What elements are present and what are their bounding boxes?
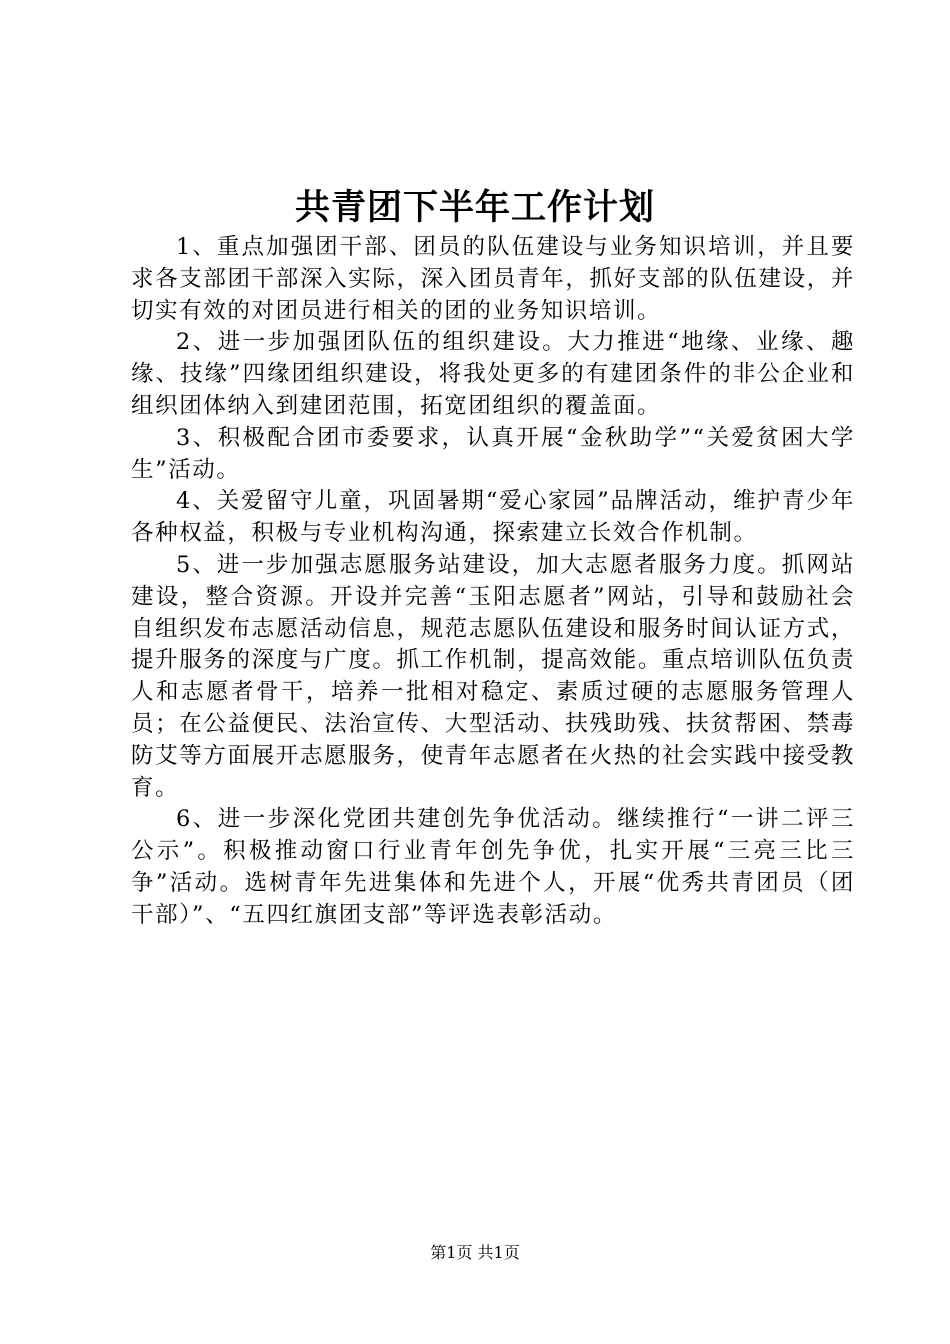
document-title: 共青团下半年工作计划 xyxy=(294,187,655,228)
page-footer: 第1页 共1页 xyxy=(430,1243,520,1262)
paragraph-2: 2、进一步加强团队伍的组织建设。大力推进“地缘、业缘、趣缘、技缘”四缘团组织建设，将我处更多的有建团条件的非公企业和组织团体纳入到建团范围，拓宽团组织的覆盖面。 xyxy=(131,329,855,419)
paragraph-5: 5、进一步加强志愿服务站建设，加大志愿者服务力度。抓网站建设，整合资源。开设并完善“玉阳志愿者”网站，引导和鼓励社会自组织发布志愿活动信息，规范志愿队伍建设和服务时间认证方式，提升服务的深度与广度。抓工作机制，提高效能。重点培训队伍负责人和志愿者骨干，培养一批相对稳定、素质过硬的志愿服务管理人员；在公益便民、法治宣传、大型活动、扶残助残、扶贫帮困、禁毒防艾等方面展开志愿服务，使青年志愿者在火热的社会实践中接受教育。 xyxy=(131,551,855,801)
document-body xyxy=(131,232,855,932)
paragraph-4: 4、关爱留守儿童，巩固暑期“爱心家园”品牌活动，维护青少年各种权益，积极与专业机构沟通，探索建立长效合作机制。 xyxy=(131,488,855,547)
paragraph-1: 1、重点加强团干部、团员的队伍建设与业务知识培训，并且要求各支部团干部深入实际，深入团员青年，抓好支部的队伍建设，并切实有效的对团员进行相关的团的业务知识培训。 xyxy=(131,234,855,324)
paragraph-3: 3、积极配合团市委要求，认真开展“金秋助学”“关爱贫困大学生”活动。 xyxy=(131,424,855,483)
paragraph-6: 6、进一步深化党团共建创先争优活动。继续推行“一讲二评三公示”。积极推动窗口行业青年创先争优，扎实开展“三亮三比三争”活动。选树青年先进集体和先进个人，开展“优秀共青团员（团干部）”、“五四红旗团支部”等评选表彰活动。 xyxy=(131,806,855,928)
